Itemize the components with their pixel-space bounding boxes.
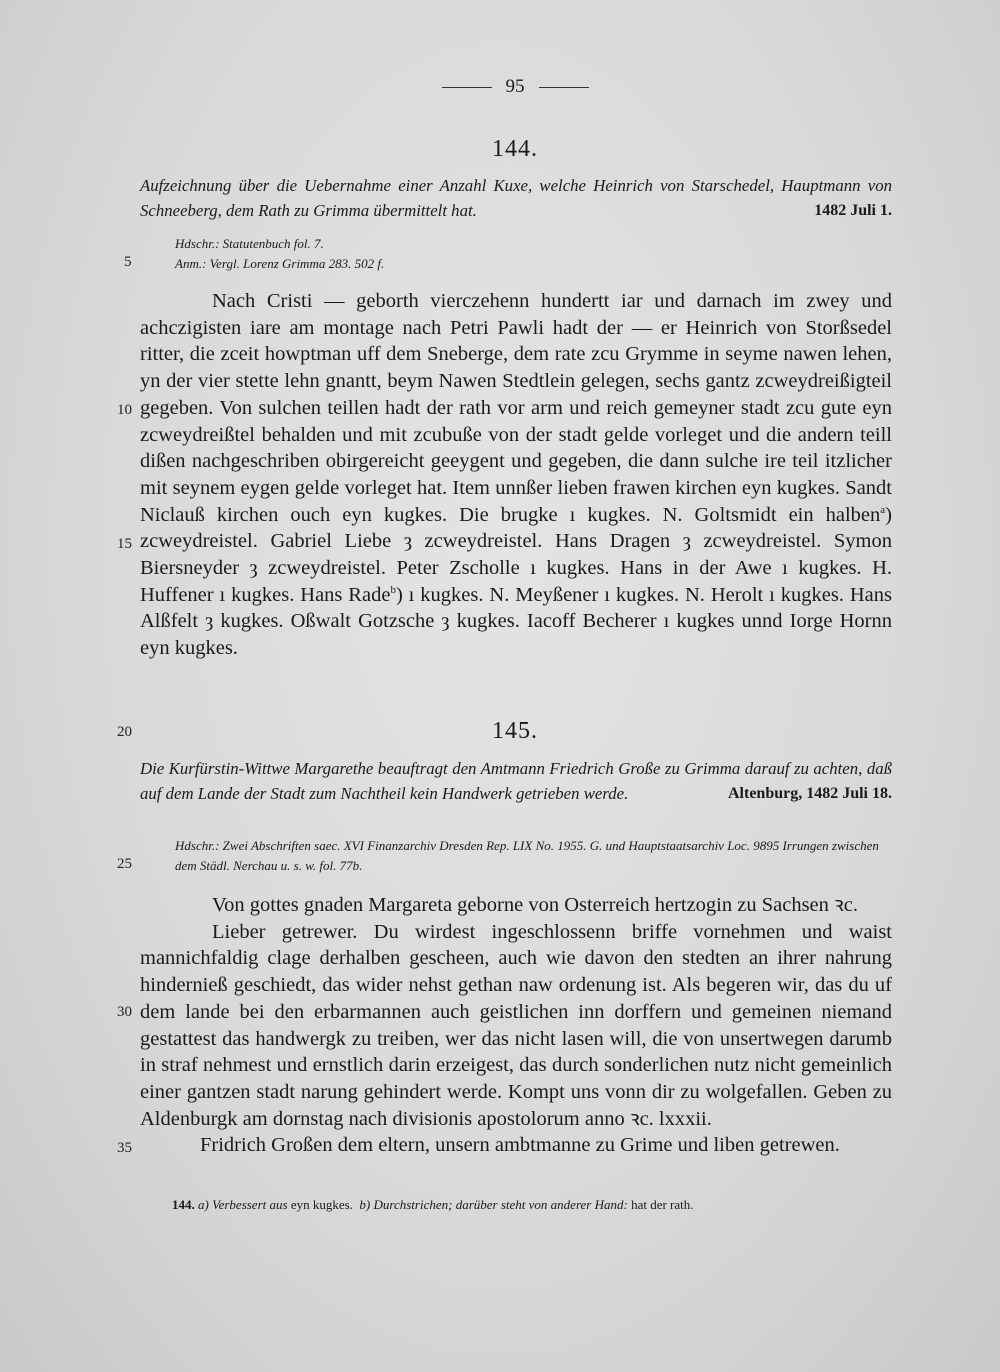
doc-145-body (140, 892, 892, 1159)
doc-144-paragraph (140, 288, 892, 662)
doc-144-text-part-2: ) zcweydreistel. Gabriel Liebe ȝ zcweydreistel. Hans Dragen ȝ zcweydreistel. Symon Biersneyder ȝ zcweydreistel. Peter Zscholle ı kugkes. Hans in der Awe ı kugkes. H. Huffener ı kugkes. Hans Rade (140, 503, 892, 606)
doc-145-regest-text: Die Kurfürstin-Wittwe Margarethe beauftragt den Amtmann Friedrich Große zu Grimma darauf zu achten, daß auf dem Lande der Stadt zum Nachtheil kein Handwerk getrieben werde. (140, 759, 892, 803)
line-number: 10 (117, 402, 132, 418)
footnote-a-text: Verbessert aus (212, 1197, 288, 1212)
page-header (0, 76, 1000, 98)
header-rule-left (442, 87, 492, 88)
doc-145-source: Hdschr.: Zwei Abschriften saec. XVI Finanzarchiv Dresden Rep. LIX No. 1955. G. und Hauptstaatsarchiv Loc. 9895 Irrungen zwischen dem Städl. Nerchau u. s. w. fol. 77b. (175, 838, 879, 873)
footnote-b-original: hat der rath. (631, 1197, 694, 1212)
doc-144-number: 144. (492, 136, 538, 162)
footnote-b-text: Durchstrichen; darüber steht von anderer Hand: (373, 1197, 628, 1212)
doc-145-letter: Lieber getrewer. Du wirdest ingeschlossenn briffe vornehmen und waist mannichfaldig clage derhalben gescheen, auch wie davon den stedten an ihrer nahrung hindernieß geschiedt, das wider nehst gethan naw ordenung ist. Als begeren wir, das du uf dem lande bei den erbarmannen auch geistlichen inn dorffern und gemeinen niemand gestattest das handwergk zu treiben, wer das nicht lasen will, die von unsertwegen darumb in straf nehmest und ernstlich darin erzeigest, das durch sonderlichen nutz nicht gemeinlich einer gantzen stadt narung gehindert werde. Kompt uns vonn dir zu wolgefallen. Geben zu Aldenburgk am dornstag nach divisionis apostolorum anno ꝛc. lxxxii. (140, 920, 892, 1130)
doc-145-salutation: Von gottes gnaden Margareta geborne von Osterreich hertzogin zu Sachsen ꝛc. (212, 894, 858, 916)
line-number: 35 (117, 1140, 132, 1156)
header-rule-right (539, 87, 589, 88)
doc-145-date: Altenburg, 1482 Juli 18. (727, 785, 892, 802)
doc-144-regest-text: Aufzeichnung über die Uebernahme einer Anzahl Kuxe, welche Heinrich von Starschedel, Hauptmann von Schneeberg, dem Rath zu Grimma übermittelt hat. (140, 176, 892, 220)
doc-145-number: 145. (492, 718, 538, 744)
doc-144-note: Anm.: Vergl. Lorenz Grimma 283. 502 f. (175, 256, 385, 271)
doc-144-source: Hdschr.: Statutenbuch fol. 7. (175, 236, 324, 251)
line-number: 25 (117, 856, 132, 872)
footnote-a-original: eyn kugkes. (290, 1197, 353, 1212)
line-number: 20 (117, 724, 132, 740)
footnote-marker-a: a (880, 503, 886, 516)
doc-144-meta (175, 234, 895, 274)
doc-144-regest (140, 173, 892, 223)
doc-144-text-part-3: ) ı kugkes. N. Meyßener ı kugkes. N. Herolt ı kugkes. Hans Alßfelt ȝ kugkes. Oßwalt Gotzsche ȝ kugkes. Iacoff Becherer ı kugkes unnd Iorge Hornn eyn kugkes. (140, 583, 893, 660)
line-number: 5 (124, 254, 132, 270)
footnotes (172, 1196, 892, 1214)
doc-145-address: Fridrich Großen dem eltern, unsern ambtmanne zu Grime und liben getrewen. (200, 1134, 840, 1157)
footnote-b-marker: b) (359, 1197, 371, 1212)
doc-145-meta (175, 836, 895, 876)
doc-144-date: 1482 Juli 1. (814, 202, 892, 219)
footnote-marker-b: b (390, 583, 396, 596)
doc-144-body (140, 288, 892, 662)
line-number: 30 (117, 1004, 132, 1020)
doc-144-text-part-1: Nach Cristi — geborth vierczehenn hundertt iar und darnach im zwey und achczigisten iare am montage nach Petri Pawli hadt der — er Heinrich von Storßsedel ritter, die zceit howptman uff dem Sneberge, dem rate zcu Grymme in seyme nawen lehen, yn der vier stette lehn gnantt, beym Nawen Stedtlein gelegen, sechs gantz zcweydreißigteil gegeben. Von sulchen teillen hadt der rath vor arm und reich gemeyner stadt zcu gute eyn zcweydreißtel behalden und mit zcubuße von der stadt gelde vorleget und die andern teill dißen nachgeschriben obirgereicht geeygent und gegeben, die dann sulche ire teil itzlicher mit seynem eygen gelde vorleget hat. Item unnßer lieben frawen kirchen eyn kugkes. Sandt Niclauß kirchen ouch eyn kugkes. Die brugke ı kugkes. N. Goltsmidt ein halben (140, 290, 892, 526)
footnote-label: 144. (172, 1197, 195, 1212)
line-number: 15 (117, 536, 132, 552)
doc-145-regest (140, 756, 892, 806)
page-number: 95 (505, 76, 525, 97)
footnote-a-marker: a) (198, 1197, 209, 1212)
